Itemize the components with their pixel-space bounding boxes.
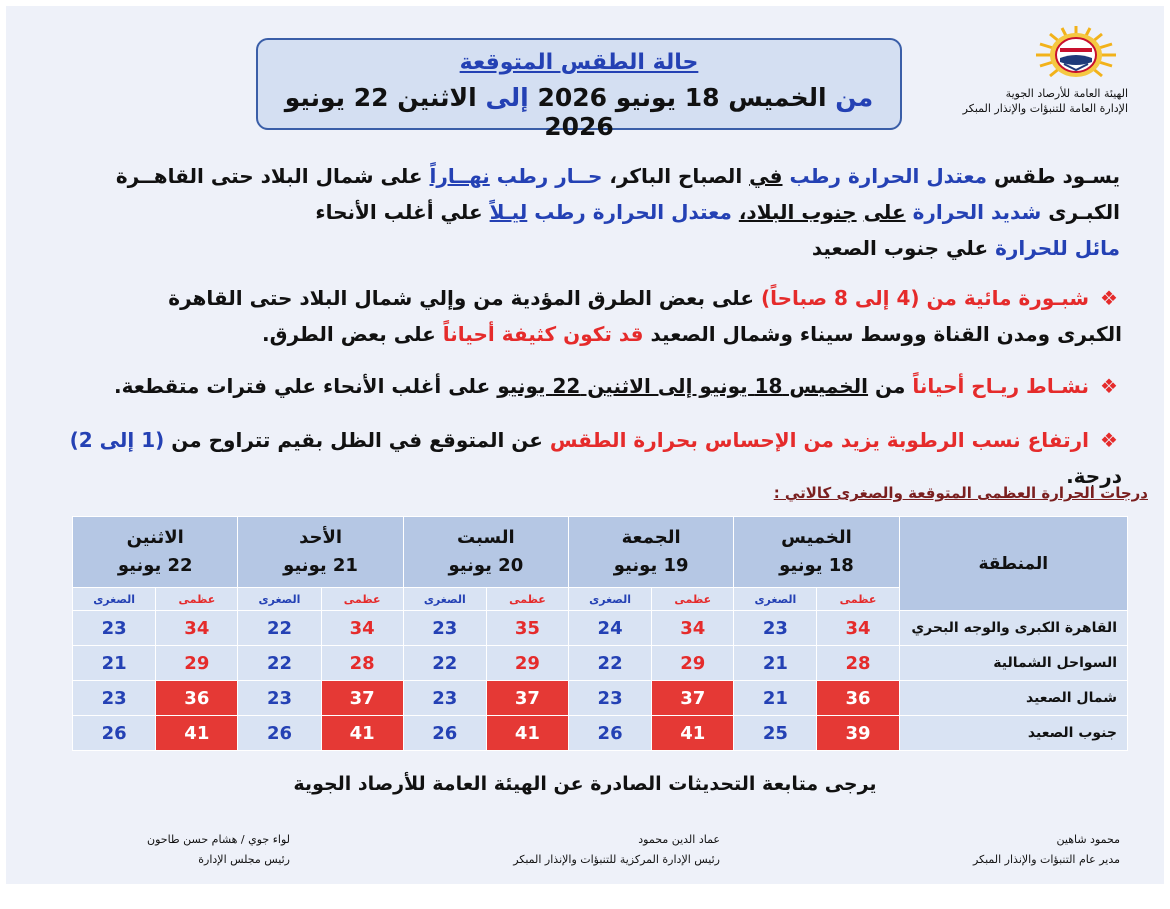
bullet-3-highlight-1: ارتفاع نسب الرطوبة يزيد من الإحساس بحرارة الطقس bbox=[549, 428, 1090, 452]
day-date: 21 يونيو bbox=[283, 555, 358, 576]
min-temp: 21 bbox=[734, 681, 817, 716]
summary-text-9: على bbox=[863, 200, 906, 224]
min-temp: 23 bbox=[73, 611, 156, 646]
period-to-label: إلى bbox=[485, 83, 529, 112]
max-label: عظمى bbox=[321, 588, 403, 611]
day-header bbox=[734, 517, 899, 588]
min-label: الصغرى bbox=[73, 588, 156, 611]
min-temp: 23 bbox=[238, 681, 321, 716]
diamond-bullet-icon: ❖ bbox=[1100, 286, 1118, 310]
min-temp: 26 bbox=[569, 716, 652, 751]
max-temp: 41 bbox=[156, 716, 238, 751]
max-temp: 36 bbox=[817, 681, 899, 716]
summary-text-14: مائل للحرارة bbox=[995, 236, 1120, 260]
footer-note: يرجى متابعة التحديثات الصادرة عن الهيئة العامة للأرصاد الجوية bbox=[293, 773, 877, 795]
bullet-2-highlight-1: نشـاط ريـاح أحياناً bbox=[912, 374, 1090, 398]
max-temp: 34 bbox=[817, 611, 899, 646]
min-temp: 22 bbox=[569, 646, 652, 681]
min-temp: 23 bbox=[403, 681, 486, 716]
signatory-name: لواء جوي / هشام حسن طاحون bbox=[147, 833, 290, 846]
min-temp: 22 bbox=[238, 611, 321, 646]
bullet-fog bbox=[122, 280, 1122, 352]
max-label: عظمى bbox=[156, 588, 238, 611]
max-temp: 36 bbox=[156, 681, 238, 716]
table-row bbox=[73, 681, 1128, 716]
summary-text-4: الصباح الباكر، bbox=[609, 164, 743, 188]
max-temp: 39 bbox=[817, 716, 899, 751]
day-header bbox=[73, 517, 238, 588]
table-row bbox=[73, 646, 1128, 681]
day-name: الاثنين bbox=[126, 527, 184, 548]
summary-text-2: معتدل الحرارة رطب bbox=[789, 164, 988, 188]
max-temp: 35 bbox=[486, 611, 568, 646]
min-temp: 26 bbox=[238, 716, 321, 751]
day-date: 20 يونيو bbox=[448, 555, 524, 576]
bullet-wind bbox=[72, 368, 1122, 404]
max-temp: 28 bbox=[817, 646, 899, 681]
day-name: الجمعة bbox=[621, 527, 681, 548]
period-end: الاثنين 22 يونيو 2026 bbox=[284, 83, 614, 141]
max-temp: 37 bbox=[652, 681, 734, 716]
day-header bbox=[238, 517, 403, 588]
day-name: الأحد bbox=[299, 527, 343, 548]
max-temp: 34 bbox=[652, 611, 734, 646]
min-label: الصغرى bbox=[238, 588, 321, 611]
min-temp: 25 bbox=[734, 716, 817, 751]
max-temp: 41 bbox=[652, 716, 734, 751]
region-name: السواحل الشمالية bbox=[899, 646, 1127, 681]
summary-text-1: يسـود طقس bbox=[994, 164, 1120, 188]
min-label: الصغرى bbox=[569, 588, 652, 611]
bullet-1-highlight-2: (4 إلى 8 صباحاً) bbox=[760, 286, 920, 310]
signature-block bbox=[900, 830, 1120, 870]
region-name: شمال الصعيد bbox=[899, 681, 1127, 716]
region-name: جنوب الصعيد bbox=[899, 716, 1127, 751]
day-name: السبت bbox=[457, 527, 515, 548]
table-title: درجات الحرارة العظمى المتوقعة والصغرى كالاتي : bbox=[773, 484, 1148, 502]
bullet-1-text-2: على بعض الطرق. bbox=[261, 322, 436, 346]
signatory-title: مدير عام التنبؤات والإنذار المبكر bbox=[972, 853, 1120, 866]
signatory-title: رئيس الإدارة المركزية للتنبؤات والإنذار المبكر bbox=[513, 853, 720, 866]
title-box bbox=[256, 38, 902, 141]
day-date: 19 يونيو bbox=[613, 555, 689, 576]
temperature-table bbox=[72, 516, 1128, 751]
signature-block bbox=[40, 830, 290, 870]
weather-summary bbox=[112, 158, 1120, 266]
min-temp: 26 bbox=[73, 716, 156, 751]
summary-text-8: شديد الحرارة bbox=[912, 200, 1042, 224]
forecast-period bbox=[258, 83, 900, 141]
min-label: الصغرى bbox=[734, 588, 817, 611]
max-label: عظمى bbox=[817, 588, 899, 611]
min-temp: 23 bbox=[403, 611, 486, 646]
min-temp: 21 bbox=[734, 646, 817, 681]
max-temp: 41 bbox=[486, 716, 568, 751]
max-temp: 29 bbox=[486, 646, 568, 681]
bullet-1-highlight-1: شبـورة مائية من bbox=[926, 286, 1090, 310]
bullet-1-text-1: على بعض الطرق المؤدية من وإلي شمال البلاد حتى القاهرة الكبرى ومدن القناة ووسط سيناء وشمال الصعيد bbox=[168, 286, 1122, 346]
summary-text-13: علي أغلب الأنحاء bbox=[315, 200, 483, 224]
org-line-2: الإدارة العامة للتنبؤات والإنذار المبكر bbox=[962, 102, 1128, 115]
max-temp: 34 bbox=[156, 611, 238, 646]
day-date: 18 يونيو bbox=[779, 555, 854, 576]
signature-block bbox=[420, 830, 720, 870]
summary-text-12: ليـلاً bbox=[489, 200, 528, 224]
period-start: الخميس 18 يونيو 2026 bbox=[537, 83, 827, 112]
min-temp: 22 bbox=[238, 646, 321, 681]
table-row bbox=[73, 611, 1128, 646]
max-temp: 29 bbox=[652, 646, 734, 681]
summary-text-5: حــار رطب bbox=[496, 164, 603, 188]
bullet-3-range: (1 إلى 2) bbox=[69, 428, 165, 452]
summary-text-10: جنوب البلاد، bbox=[738, 200, 857, 224]
max-temp: 41 bbox=[321, 716, 403, 751]
min-temp: 23 bbox=[73, 681, 156, 716]
max-label: عظمى bbox=[486, 588, 568, 611]
max-temp: 28 bbox=[321, 646, 403, 681]
min-label: الصغرى bbox=[403, 588, 486, 611]
region-name: القاهرة الكبرى والوجه البحري bbox=[899, 611, 1127, 646]
max-temp: 37 bbox=[321, 681, 403, 716]
region-column-header: المنطقة bbox=[899, 517, 1127, 611]
min-temp: 26 bbox=[403, 716, 486, 751]
bullet-2-dates: الخميس 18 يونيو إلى الاثنين 22 يونيو bbox=[497, 374, 869, 398]
day-header bbox=[569, 517, 734, 588]
summary-text-3: في bbox=[749, 164, 783, 188]
period-from-label: من bbox=[835, 83, 874, 112]
bullet-2-text-2: على أغلب الأنحاء علي فترات متقطعة. bbox=[113, 374, 491, 398]
signatory-name: محمود شاهين bbox=[1056, 833, 1120, 846]
min-temp: 24 bbox=[569, 611, 652, 646]
diamond-bullet-icon: ❖ bbox=[1100, 428, 1118, 452]
bullet-3-text-1: عن المتوقع في الظل بقيم تتراوح من bbox=[171, 428, 543, 452]
organization-name bbox=[880, 86, 1128, 116]
max-temp: 37 bbox=[486, 681, 568, 716]
ema-logo-icon bbox=[1030, 24, 1122, 86]
org-line-1: الهيئة العامة للأرصاد الجوية bbox=[1005, 87, 1128, 100]
table-row bbox=[73, 716, 1128, 751]
summary-text-7: على شمال البلاد حتى القاهــرة الكبـرى bbox=[115, 164, 1120, 224]
max-temp: 34 bbox=[321, 611, 403, 646]
diamond-bullet-icon: ❖ bbox=[1100, 374, 1118, 398]
bullet-1-highlight-3: قد تكون كثيفة أحياناً bbox=[442, 322, 644, 346]
page-title: حالة الطقس المتوقعة bbox=[459, 50, 699, 75]
min-temp: 22 bbox=[403, 646, 486, 681]
day-name: الخميس bbox=[781, 527, 852, 548]
min-temp: 23 bbox=[569, 681, 652, 716]
summary-text-15: علي جنوب الصعيد bbox=[811, 236, 989, 260]
signatory-title: رئيس مجلس الإدارة bbox=[198, 853, 290, 866]
day-header bbox=[403, 517, 568, 588]
min-temp: 23 bbox=[734, 611, 817, 646]
bullet-2-text-1: من bbox=[875, 374, 906, 398]
max-temp: 29 bbox=[156, 646, 238, 681]
signatory-name: عماد الدين محمود bbox=[638, 833, 720, 846]
day-date: 22 يونيو bbox=[117, 555, 193, 576]
bullet-3-text-2: درجة. bbox=[1066, 464, 1122, 488]
max-label: عظمى bbox=[652, 588, 734, 611]
min-temp: 21 bbox=[73, 646, 156, 681]
summary-text-6: نهــاراً bbox=[429, 164, 490, 188]
summary-text-11: معتدل الحرارة رطب bbox=[534, 200, 732, 224]
